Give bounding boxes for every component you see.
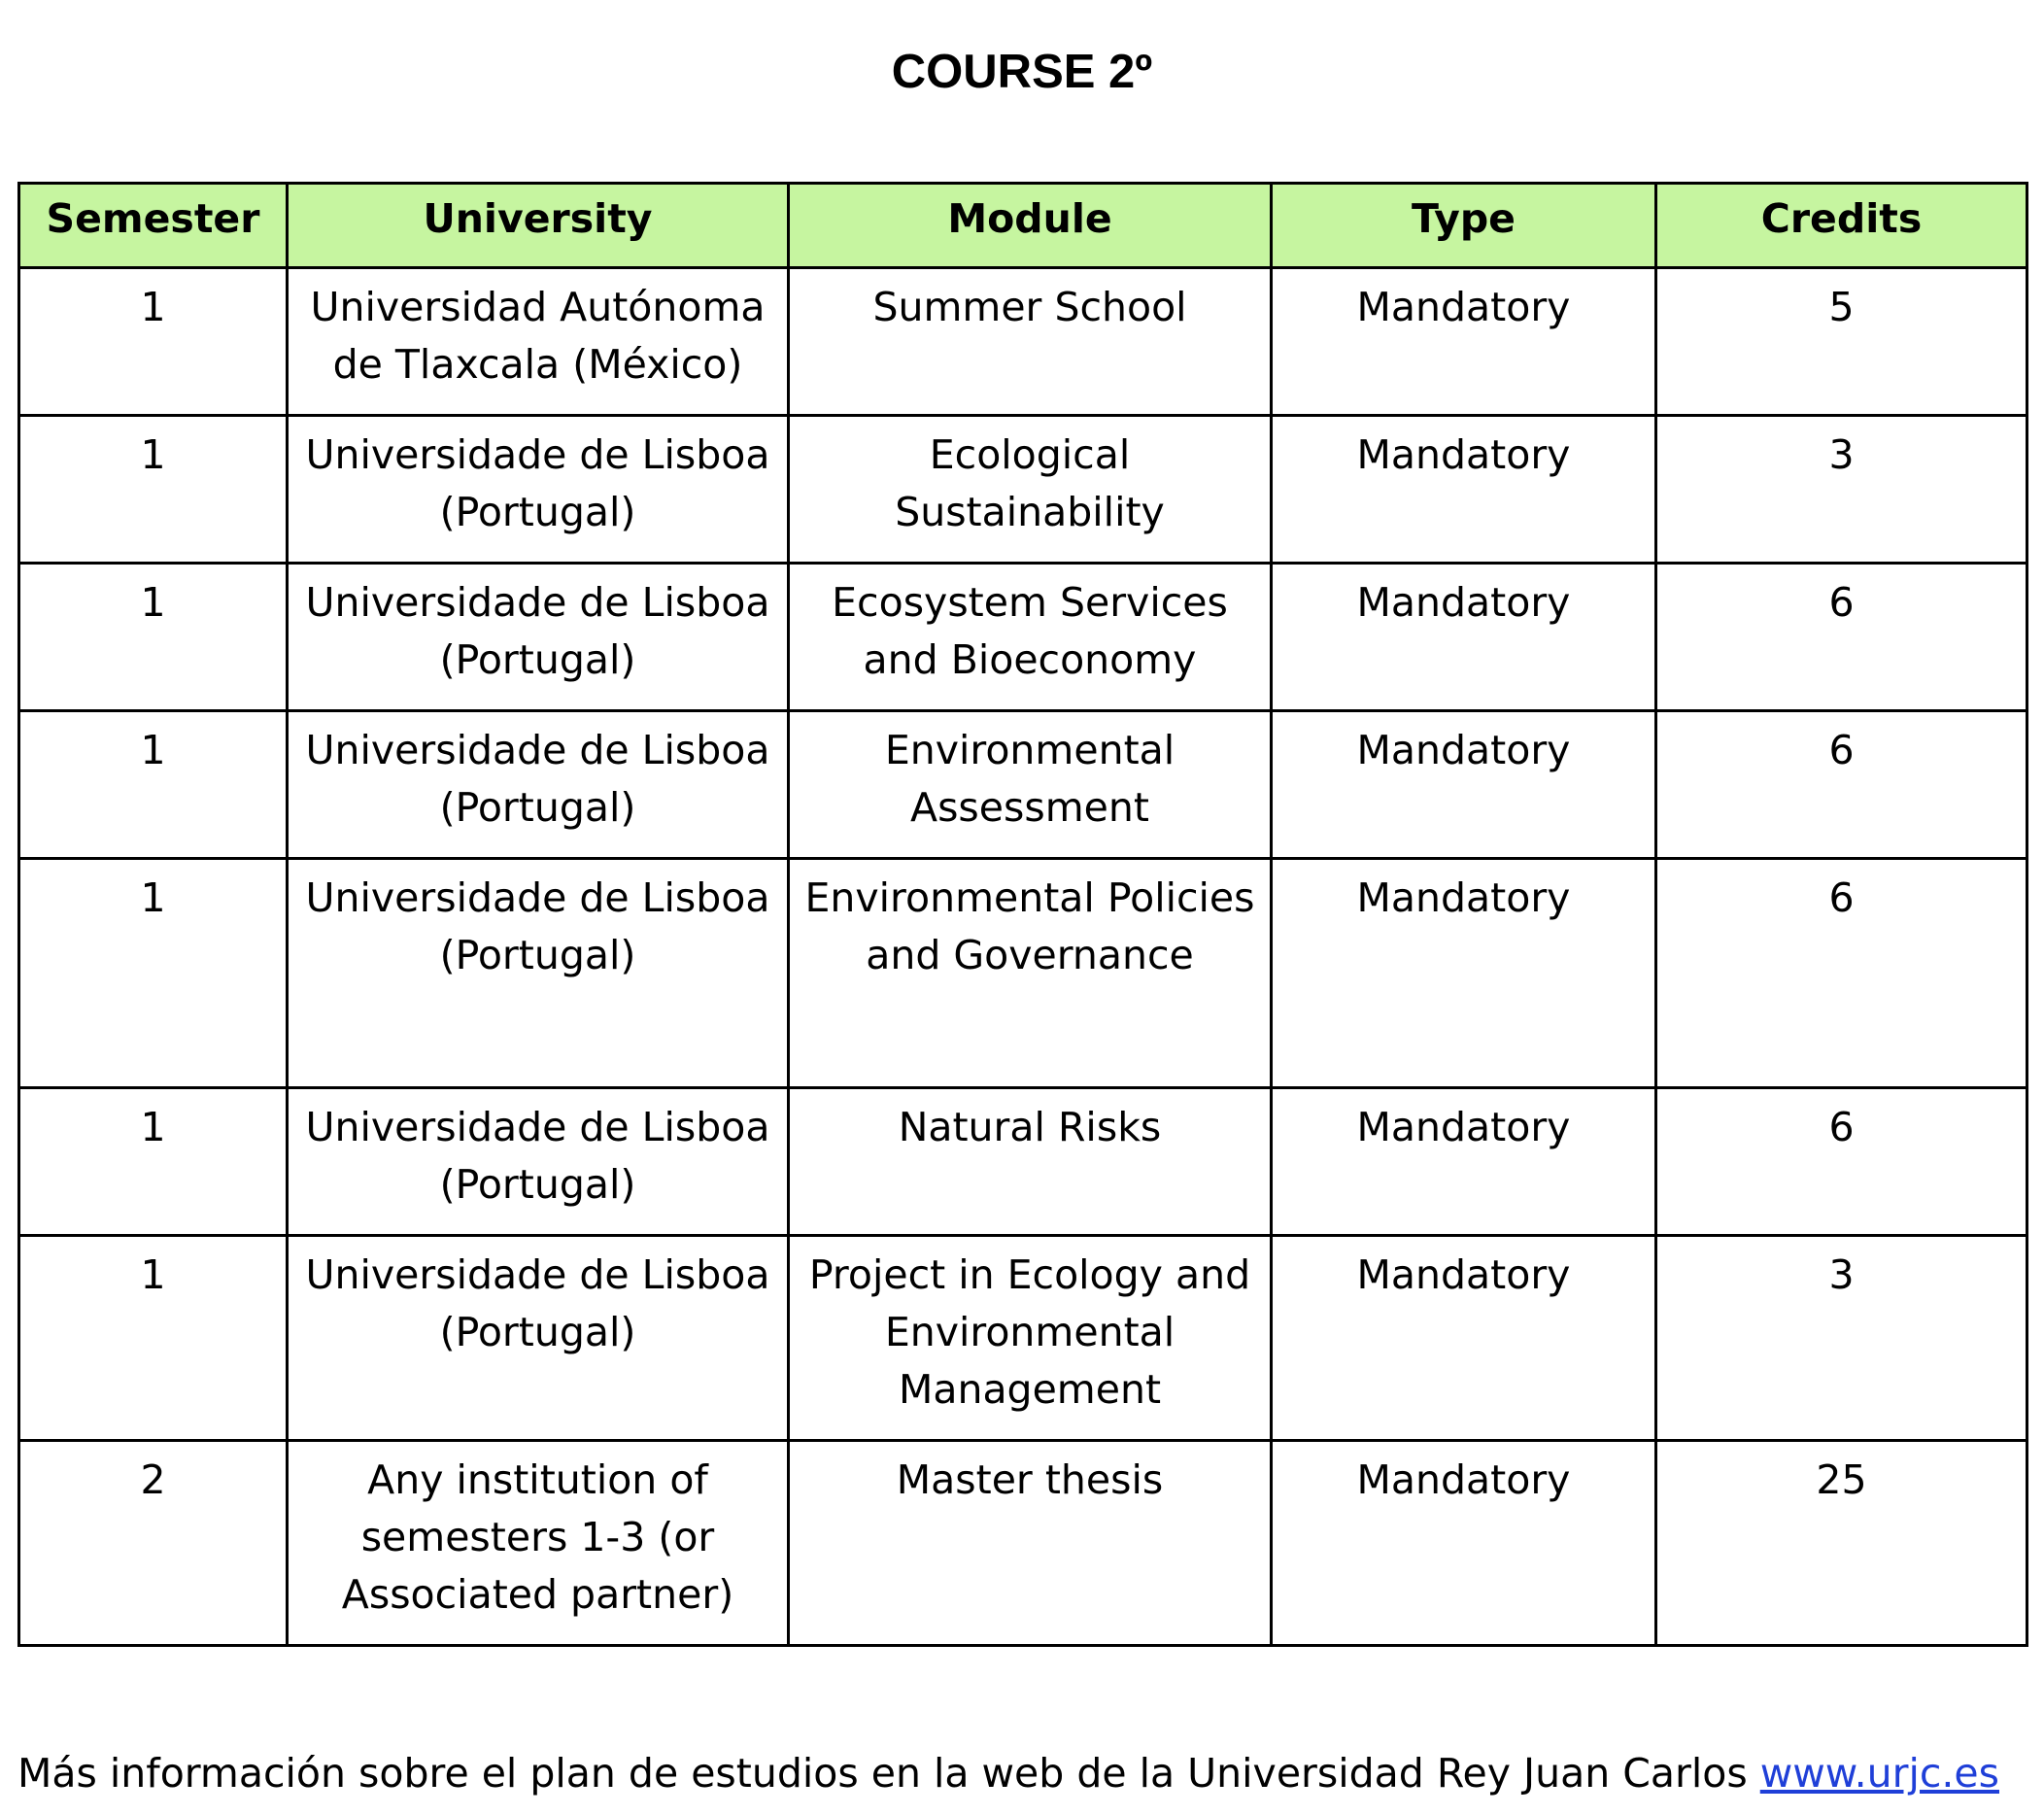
cell-module: Environmental Assessment [789, 711, 1272, 859]
cell-university: Universidade de Lisboa (Portugal) [288, 416, 789, 564]
urjc-website-link[interactable]: www.urjc.es [1759, 1750, 1999, 1797]
cell-university: Any institution of semesters 1-3 (or Associated partner) [288, 1441, 789, 1646]
cell-credits: 6 [1656, 859, 2027, 1088]
cell-module: Natural Risks [789, 1088, 1272, 1236]
cell-semester: 1 [19, 859, 288, 1088]
cell-semester: 2 [19, 1441, 288, 1646]
cell-type: Mandatory [1272, 416, 1656, 564]
page-title: COURSE 2º [891, 46, 1153, 98]
cell-type: Mandatory [1272, 859, 1656, 1088]
header-type: Type [1272, 184, 1656, 268]
cell-semester: 1 [19, 1236, 288, 1441]
cell-university: Universidad Autónoma de Tlaxcala (México) [288, 268, 789, 416]
table-header-row [19, 184, 2027, 268]
header-module: Module [789, 184, 1272, 268]
cell-type: Mandatory [1272, 1236, 1656, 1441]
cell-credits: 25 [1656, 1441, 2027, 1646]
cell-type: Mandatory [1272, 1088, 1656, 1236]
cell-semester: 1 [19, 416, 288, 564]
table-row [19, 564, 2027, 711]
table-row [19, 1236, 2027, 1441]
table-row [19, 1088, 2027, 1236]
cell-module: Master thesis [789, 1441, 1272, 1646]
cell-type: Mandatory [1272, 711, 1656, 859]
cell-module: Summer School [789, 268, 1272, 416]
cell-semester: 1 [19, 711, 288, 859]
cell-credits: 5 [1656, 268, 2027, 416]
cell-university: Universidade de Lisboa (Portugal) [288, 859, 789, 1088]
footer-info [17, 1746, 1999, 1800]
cell-university: Universidade de Lisboa (Portugal) [288, 564, 789, 711]
table-row [19, 859, 2027, 1088]
cell-semester: 1 [19, 564, 288, 711]
header-credits: Credits [1656, 184, 2027, 268]
header-university: University [288, 184, 789, 268]
table-row [19, 711, 2027, 859]
cell-type: Mandatory [1272, 268, 1656, 416]
cell-module: Ecosystem Services and Bioeconomy [789, 564, 1272, 711]
cell-university: Universidade de Lisboa (Portugal) [288, 711, 789, 859]
cell-university: Universidade de Lisboa (Portugal) [288, 1088, 789, 1236]
course-table [17, 182, 2028, 1647]
table-row [19, 1441, 2027, 1646]
cell-credits: 6 [1656, 711, 2027, 859]
cell-credits: 3 [1656, 1236, 2027, 1441]
cell-type: Mandatory [1272, 1441, 1656, 1646]
cell-type: Mandatory [1272, 564, 1656, 711]
cell-credits: 6 [1656, 564, 2027, 711]
cell-module: Project in Ecology and Environmental Management [789, 1236, 1272, 1441]
cell-credits: 6 [1656, 1088, 2027, 1236]
cell-credits: 3 [1656, 416, 2027, 564]
cell-university: Universidade de Lisboa (Portugal) [288, 1236, 789, 1441]
header-semester: Semester [19, 184, 288, 268]
cell-module: Ecological Sustainability [789, 416, 1272, 564]
table-row [19, 416, 2027, 564]
cell-module: Environmental Policies and Governance [789, 859, 1272, 1088]
footer-text: Más información sobre el plan de estudios en la web de la Universidad Rey Juan Carlos [17, 1750, 1760, 1797]
table-row [19, 268, 2027, 416]
cell-semester: 1 [19, 1088, 288, 1236]
cell-semester: 1 [19, 268, 288, 416]
